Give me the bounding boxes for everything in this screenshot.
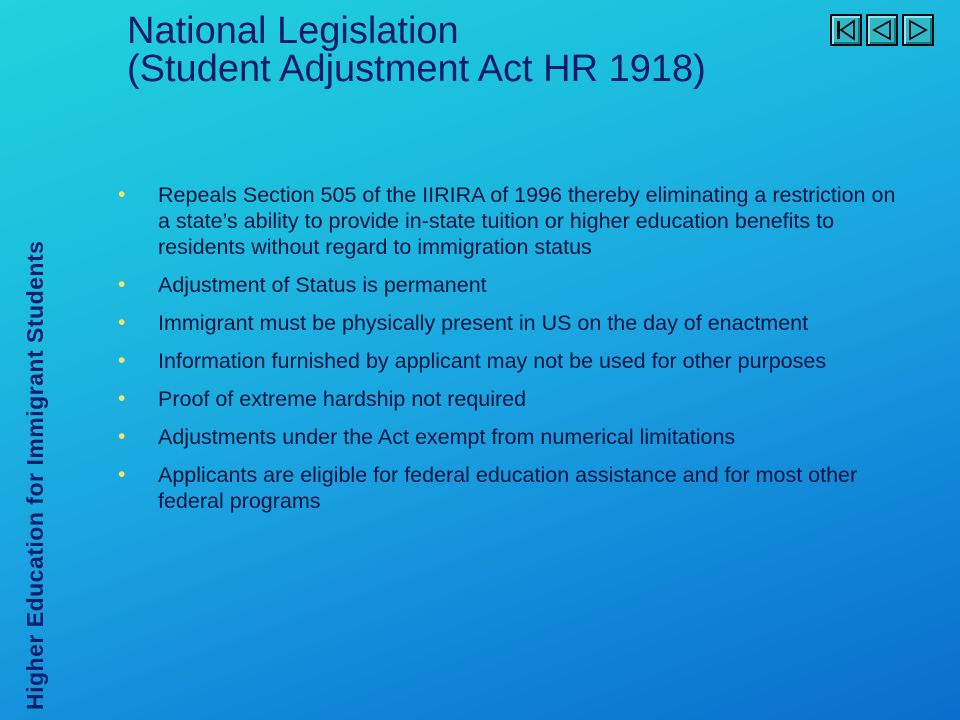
side-title [20, 241, 50, 710]
bullet-text: Repeals Section 505 of the IIRIRA of 1996 thereby eliminating a restriction on a state’s ability to provide in-state tuition or higher education benefits to residents without regard to immigration status [158, 183, 896, 259]
side-title-part2: Immigrant Students [22, 240, 48, 466]
bullet-item [118, 462, 908, 514]
side-title-part1: Higher Education for [22, 472, 48, 710]
bullet-item [118, 182, 908, 260]
previous-slide-icon [870, 18, 894, 42]
first-slide-icon [834, 18, 858, 42]
next-slide-icon [906, 18, 930, 42]
bullet-glyph: • [118, 349, 126, 372]
bullet-text: Adjustments under the Act exempt from numerical limitations [158, 425, 736, 449]
bullet-item [118, 272, 908, 298]
first-slide-button[interactable] [830, 14, 862, 46]
bullet-glyph: • [118, 425, 126, 448]
bullet-text: Information furnished by applicant may not be used for other purposes [158, 349, 827, 373]
bullet-item [118, 310, 908, 336]
previous-slide-button[interactable] [866, 14, 898, 46]
bullet-item [118, 386, 908, 412]
slide-title-line2: (Student Adjustment Act HR 1918) [127, 48, 706, 90]
slide-title [127, 12, 706, 88]
bullet-glyph: • [118, 387, 126, 410]
slide-title-line1: National Legislation [127, 10, 459, 52]
bullet-glyph: • [118, 463, 126, 486]
bullet-text: Applicants are eligible for federal education assistance and for most other federal programs [158, 463, 858, 513]
bullet-glyph: • [118, 311, 126, 334]
bullet-text: Immigrant must be physically present in US on the day of enactment [158, 311, 809, 335]
bullet-item [118, 348, 908, 374]
bullet-text: Adjustment of Status is permanent [158, 273, 487, 297]
slide-navigation [830, 14, 934, 46]
bullet-glyph: • [118, 273, 126, 296]
bullet-glyph: • [118, 183, 126, 206]
next-slide-button[interactable] [902, 14, 934, 46]
bullet-text: Proof of extreme hardship not required [158, 387, 527, 411]
bullet-item [118, 424, 908, 450]
bullet-list [118, 182, 908, 526]
